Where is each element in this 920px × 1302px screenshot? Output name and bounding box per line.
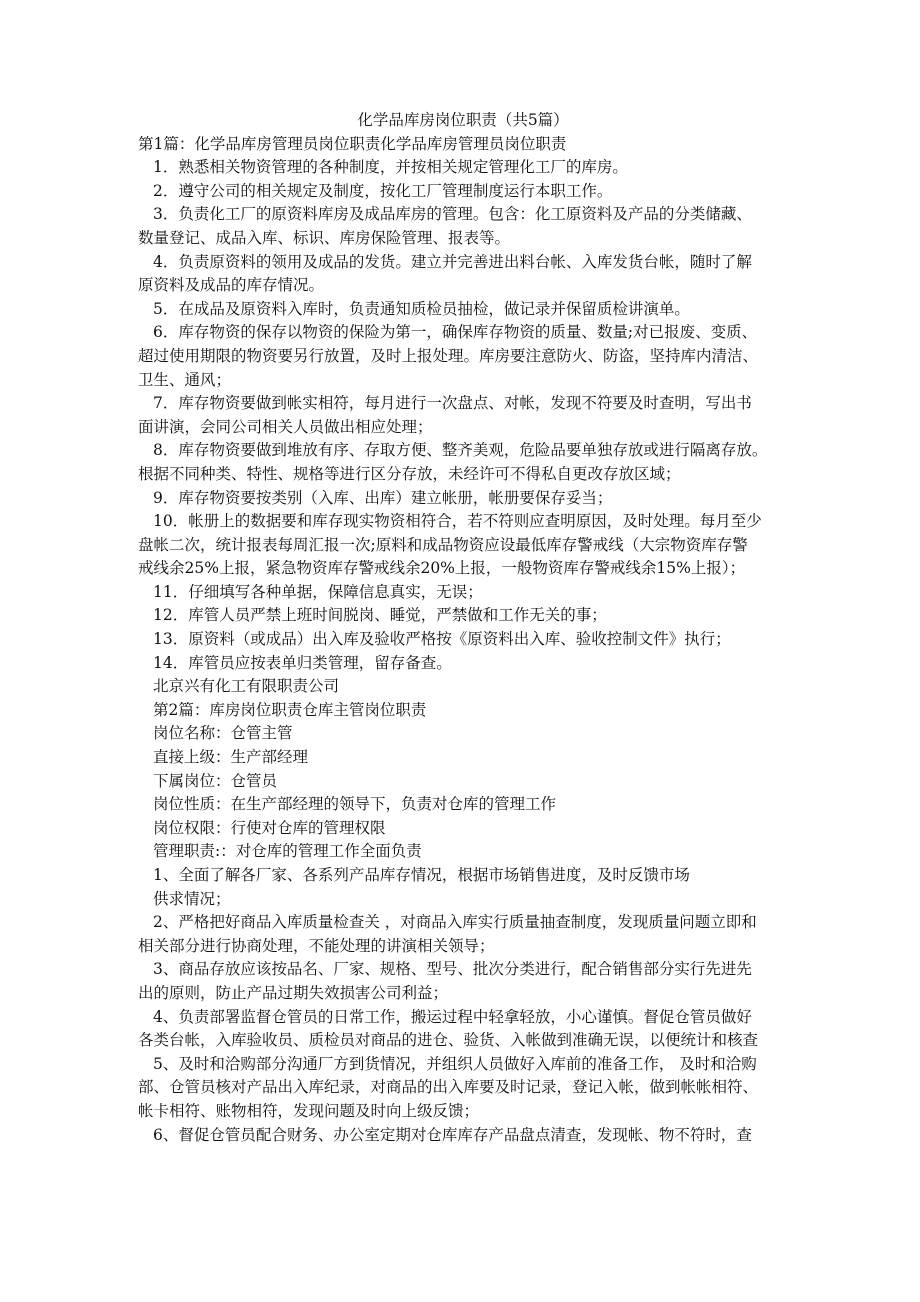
text-line: 岗位名称：仓管主管 <box>153 724 293 743</box>
text-line: 根据不同种类、特性、规格等进行区分存放，未经许可不得私自更改存放区域； <box>138 464 681 483</box>
text-line: 3．负责化工厂的原资料库房及成品库房的管理。包含：化工原资料及产品的分类储藏、 <box>153 205 752 224</box>
document-title: 化学品库房岗位职责（共5篇） <box>357 111 569 129</box>
text-line: 6．库存物资的保存以物资的保险为第一，确保库存物资的质量、数量;对已报废、变质、 <box>153 323 758 342</box>
text-line: 第1篇：化学品库房管理员岗位职责化学品库房管理员岗位职责 <box>138 134 567 153</box>
text-line: 9．库存物资要按类别（入库、出库）建立帐册，帐册要保存妥当； <box>153 488 613 507</box>
text-line: 戒线余25%上报，紧急物资库存警戒线余20%上报，一般物资库存警戒线余15%上报）； <box>138 559 746 578</box>
text-line: 第2篇：库房岗位职责仓库主管岗位职责 <box>153 700 427 719</box>
text-line: 盘帐二次，统计报表每周汇报一次;原料和成品物资应设最低库存警戒线（大宗物资库存警 <box>138 535 748 554</box>
text-line: 原资料及成品的库存情况。 <box>138 276 325 295</box>
text-line: 2、严格把好商品入库质量检查关 ，对商品入库实行质量抽查制度，发现质量问题立即和 <box>153 913 757 932</box>
text-line: 卫生、通风； <box>138 370 232 389</box>
text-line: 帐卡相符、账物相符，发现问题及时向上级反馈； <box>138 1101 480 1120</box>
text-line: 岗位权限：行使对仓库的管理权限 <box>153 818 386 837</box>
document-body <box>138 133 788 1148</box>
text-line: 超过使用期限的物资要另行放置，及时上报处理。库房要注意防火、防盗，坚持库内清洁、 <box>138 346 759 365</box>
text-line: 5．在成品及原资料入库时，负责通知质检员抽检，做记录并保留质检讲演单。 <box>153 299 690 318</box>
text-line: 面讲演，会同公司相关人员做出相应处理； <box>138 417 433 436</box>
text-line: 供求情况； <box>153 889 231 908</box>
text-line: 北京兴有化工有限职责公司 <box>153 677 340 696</box>
text-line: 13．原资料（或成品）出入库及验收严格按《原资料出入库、验收控制文件》执行； <box>153 630 731 649</box>
text-line: 2．遵守公司的相关规定及制度，按化工厂管理制度运行本职工作。 <box>153 181 613 200</box>
document-page <box>138 109 788 1147</box>
text-line: 1．熟悉相关物资管理的各种制度，并按相关规定管理化工厂的库房。 <box>153 158 628 177</box>
text-line: 相关部分进行协商处理，不能处理的讲演相关领导； <box>138 936 495 955</box>
text-line: 5、及时和洽购部分沟通厂方到货情况，并组织人员做好入库前的准备工作， 及时和洽购 <box>153 1054 757 1073</box>
text-line: 4、负责部署监督仓管员的日常工作，搬运过程中轻拿轻放，小心谨慎。督促仓管员做好 <box>153 1007 752 1026</box>
text-line: 下属岗位：仓管员 <box>153 771 278 790</box>
text-line: 4．负责原资料的领用及成品的发货。建立并完善进出料台帐、入库发货台帐，随时了解 <box>153 252 752 271</box>
text-line: 数量登记、成品入库、标识、库房保险管理、报表等。 <box>138 228 511 247</box>
text-line: 直接上级：生产部经理 <box>153 748 309 767</box>
text-line: 3、商品存放应该按品名、厂家、规格、型号、批次分类进行，配合销售部分实行先进先 <box>153 960 752 979</box>
text-line: 7．库存物资要做到帐实相符，每月进行一次盘点、对帐，发现不符要及时查明，写出书 <box>153 394 752 413</box>
text-line: 8．库存物资要做到堆放有序、存取方便、整齐美观，危险品要单独存放或进行隔离存放。 <box>153 441 768 460</box>
text-line: 1、全面了解各厂家、各系列产品库存情况，根据市场销售进度，及时反馈市场 <box>153 866 690 884</box>
text-line: 10．帐册上的数据要和库存现实物资相符合，若不符则应查明原因，及时处理。每月至少 <box>153 512 762 531</box>
text-line: 部、仓管员核对产品出入库纪录，对商品的出入库要及时记录，登记入帐，做到帐帐相符、 <box>138 1078 759 1097</box>
text-line: 岗位性质：在生产部经理的领导下，负责对仓库的管理工作 <box>153 795 557 814</box>
text-line: 6、督促仓管员配合财务、办公室定期对仓库库存产品盘点清查，发现帐、物不符时，查 <box>153 1125 752 1144</box>
text-line: 12．库管人员严禁上班时间脱岗、睡觉，严禁做和工作无关的事； <box>153 606 607 625</box>
text-line: 各类台帐，入库验收员、质检员对商品的进仓、验货、入帐做到准确无误，以便统计和核查 <box>138 1031 759 1050</box>
text-line: 出的原则，防止产品过期失效损害公司利益； <box>138 983 449 1002</box>
text-line: 管理职责:：对仓库的管理工作全面负责 <box>153 842 422 861</box>
text-line: 11．仔细填写各种单据，保障信息真实，无误； <box>153 582 483 601</box>
text-line: 14．库管员应按表单归类管理，留存备查。 <box>153 653 452 672</box>
